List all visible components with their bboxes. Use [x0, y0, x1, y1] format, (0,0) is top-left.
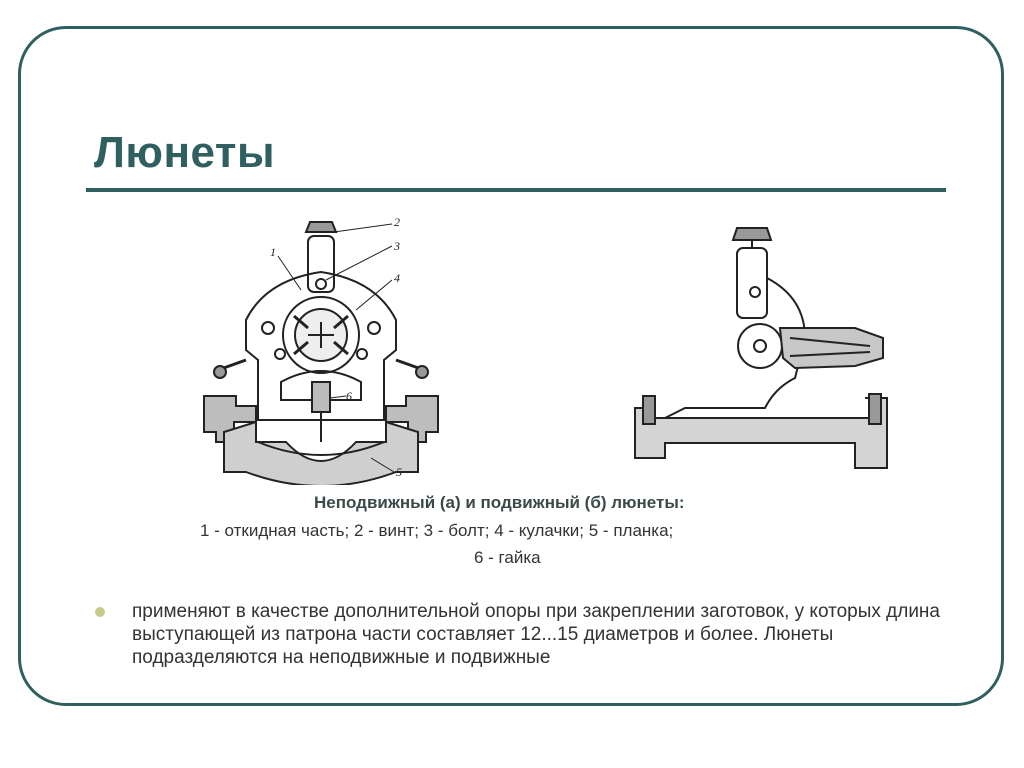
label-1: 1	[270, 245, 276, 259]
label-3: 3	[394, 239, 400, 253]
title-divider	[86, 188, 946, 192]
figure-caption-legend-cont: 6 - гайка	[474, 548, 541, 567]
bullet-text: применяют в качестве дополнительной опоры при закреплении заготовок, у которых длина выступающей из патрона части составляет 12...15 диаметров и более. Люнеты подразделяются на неподвижные и подвижные	[132, 601, 940, 668]
movable-steady-rest-drawing	[625, 218, 895, 470]
figure-caption-legend: 1 - откидная часть; 2 - винт; 3 - болт; 4 - кулачки; 5 - планка;	[200, 521, 674, 540]
bullet-icon	[95, 607, 105, 617]
slide-title: Люнеты	[94, 128, 276, 177]
label-4: 4	[394, 271, 400, 285]
label-6: 6	[346, 389, 352, 403]
label-5: 5	[396, 465, 402, 479]
fixed-steady-rest-drawing	[196, 210, 446, 485]
figure-caption-title: Неподвижный (а) и подвижный (б) люнеты:	[314, 493, 685, 512]
label-2: 2	[394, 215, 400, 229]
